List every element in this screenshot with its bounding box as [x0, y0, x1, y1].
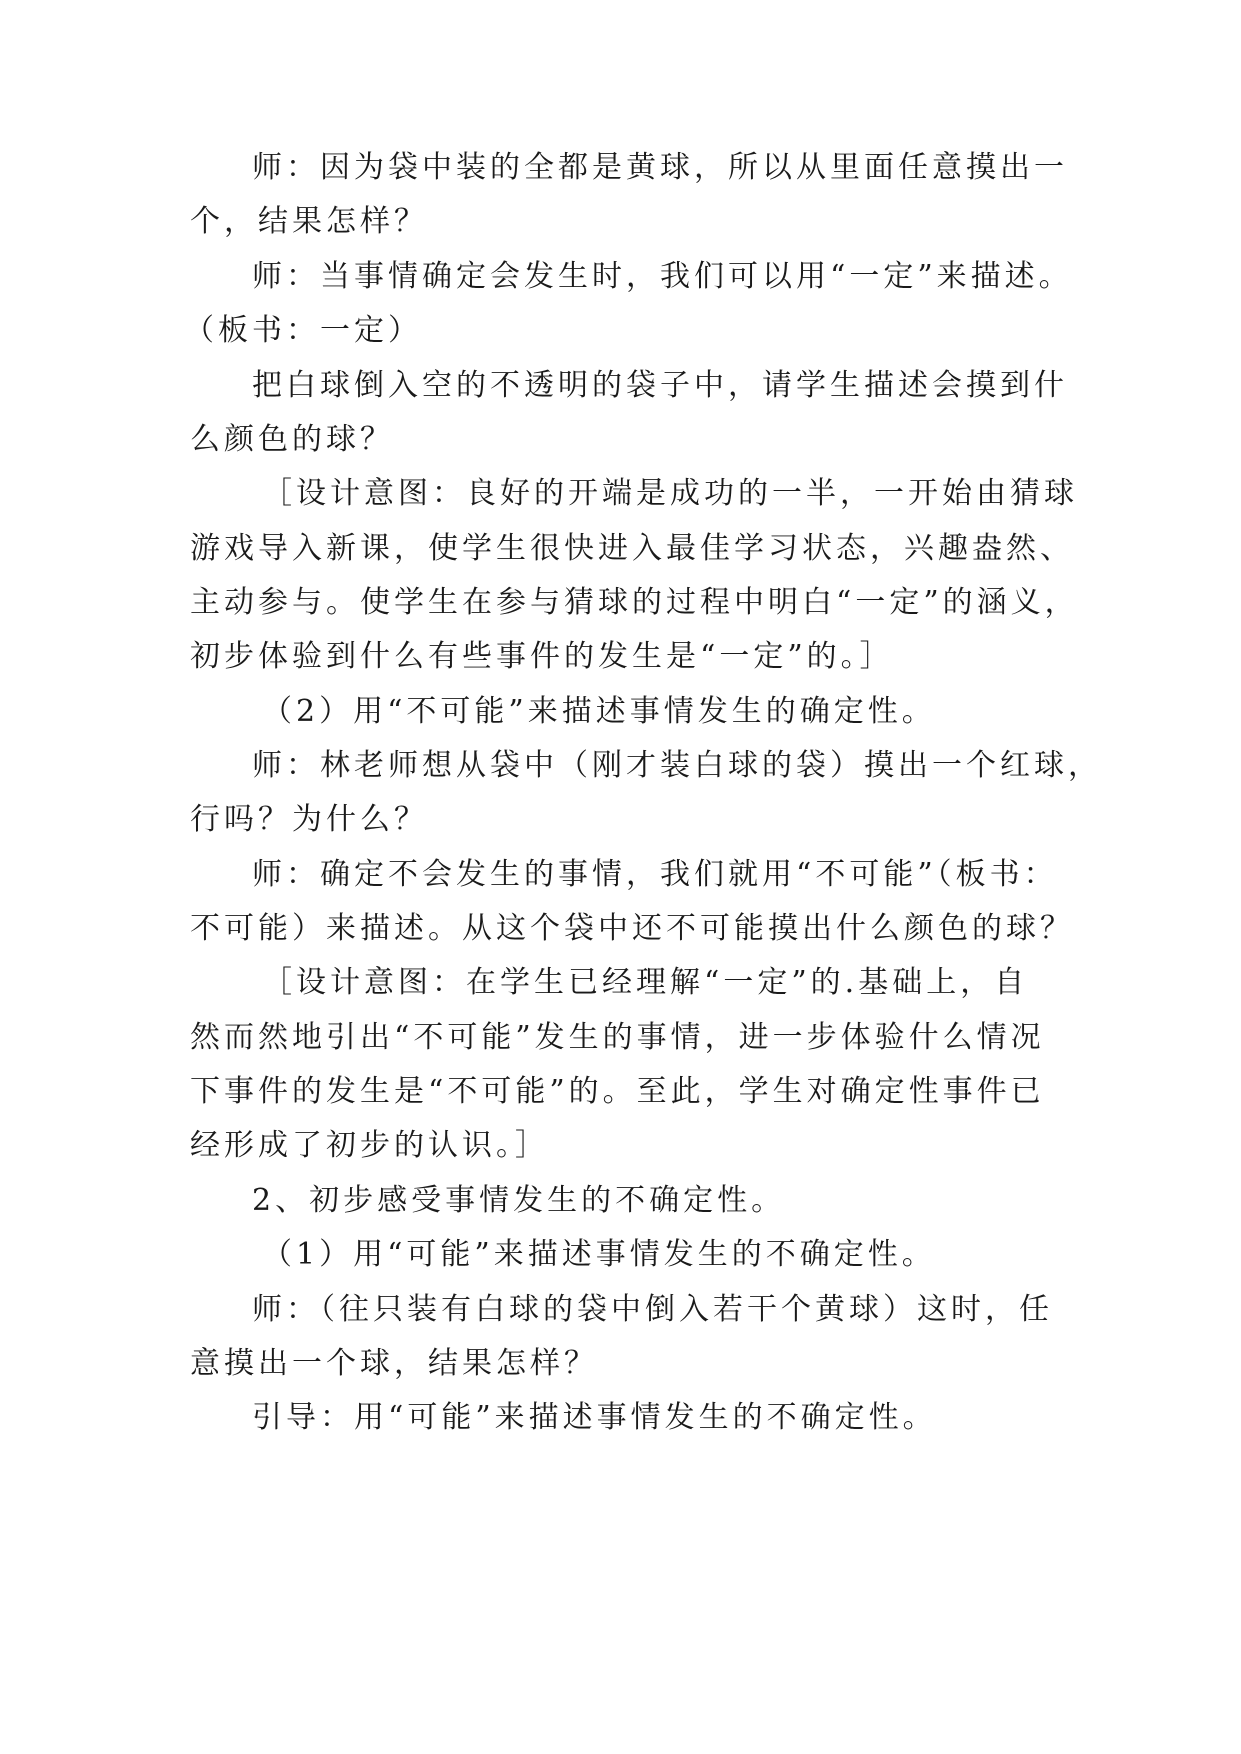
paragraph-line: 行吗？为什么？: [190, 802, 428, 837]
paragraph-line: 把白球倒入空的不透明的袋子中，请学生描述会摸到什: [252, 368, 1068, 403]
paragraph-line: 引导：用“可能”来描述事情发生的不确定性。: [252, 1400, 937, 1435]
paragraph-line: 师：当事情确定会发生时，我们可以用“一定”来描述。: [252, 259, 1073, 294]
design-intent-line: 初步体验到什么有些事件的发生是“一定”的。］: [190, 639, 894, 674]
paragraph-line: 不可能）来描述。从这个袋中还不可能摸出什么颜色的球？: [190, 911, 1074, 946]
paragraph-line: 师：（往只装有白球的袋中倒入若干个黄球）这时，任: [252, 1292, 1053, 1327]
paragraph-line: 个，结果怎样？: [190, 204, 428, 239]
section-heading: （1）用“可能”来描述事情发生的不确定性。: [262, 1237, 936, 1272]
paragraph-line: 么颜色的球？: [190, 422, 394, 457]
design-intent-line: 游戏导入新课，使学生很快进入最佳学习状态，兴趣盎然、: [190, 531, 1074, 566]
paragraph-line: 意摸出一个球，结果怎样？: [190, 1346, 598, 1381]
design-intent-line: 下事件的发生是“不可能”的。至此，学生对确定性事件已: [190, 1074, 1045, 1109]
paragraph-line: 师：林老师想从袋中（刚才装白球的袋）摸出一个红球，: [252, 748, 1102, 783]
section-heading: （2）用“不可能”来描述事情发生的确定性。: [262, 694, 936, 729]
paragraph-line: 师：确定不会发生的事情，我们就用“不可能”（板书：: [252, 857, 1058, 892]
design-intent-line: ［设计意图：良好的开端是成功的一半，一开始由猜球: [262, 476, 1078, 511]
design-intent-line: 然而然地引出“不可能”发生的事情，进一步体验什么情况: [190, 1020, 1045, 1055]
section-heading: 2、初步感受事情发生的不确定性。: [252, 1183, 786, 1218]
paragraph-line: 师：因为袋中装的全都是黄球，所以从里面任意摸出一: [252, 150, 1068, 185]
design-intent-line: 经形成了初步的认识。］: [190, 1128, 549, 1163]
design-intent-line: ［设计意图：在学生已经理解“一定”的.基础上，自: [262, 965, 1029, 1000]
paragraph-line: （板书：一定）: [184, 313, 422, 348]
design-intent-line: 主动参与。使学生在参与猜球的过程中明白“一定”的涵义，: [190, 585, 1079, 620]
